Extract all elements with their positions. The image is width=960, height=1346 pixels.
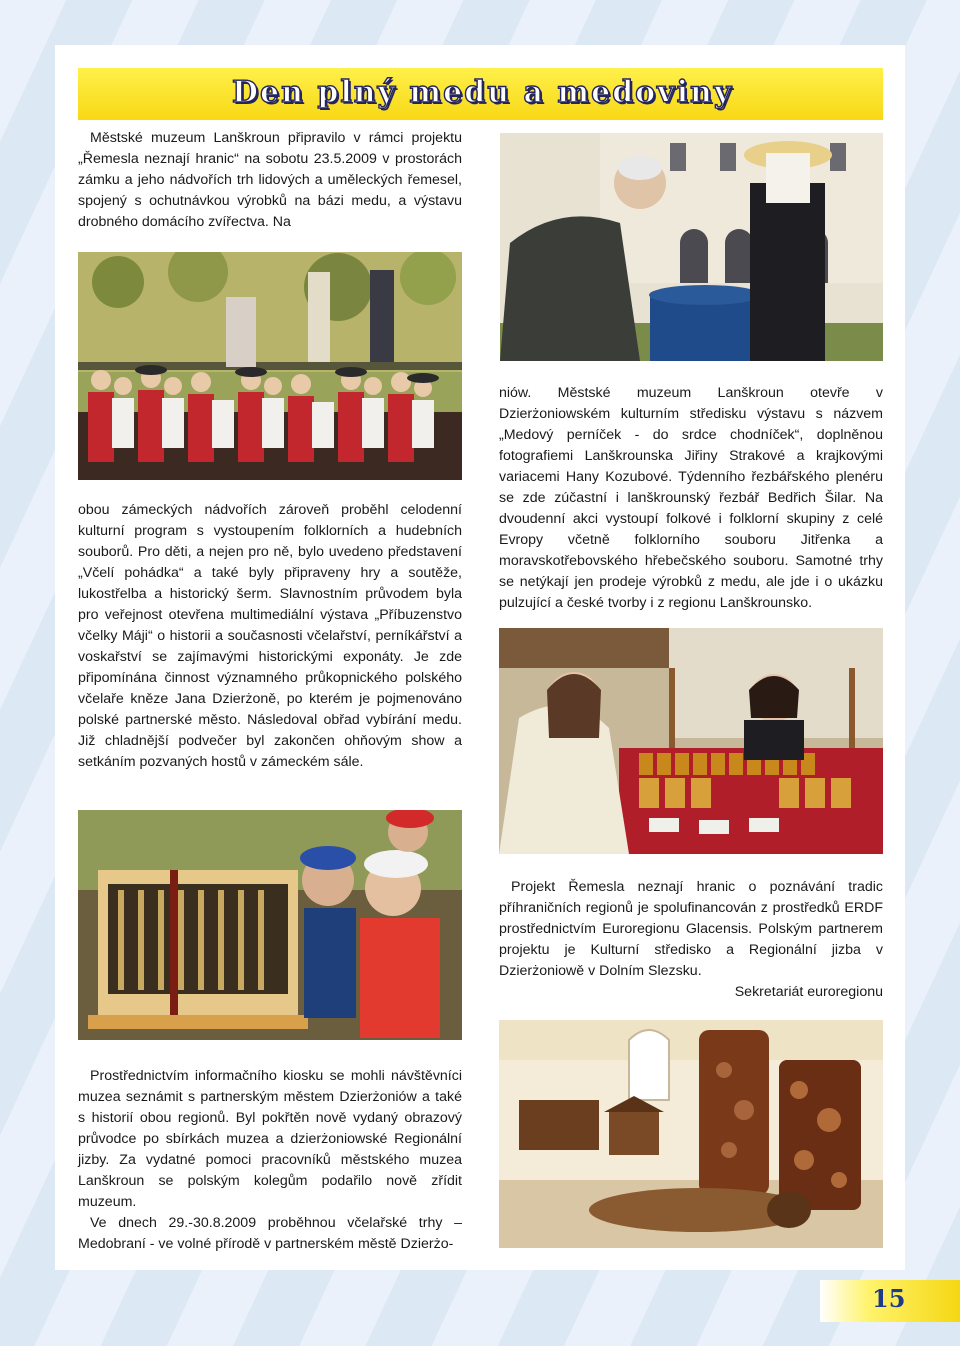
- kiosk-paragraph: Prostřednictvím informačního kiosku se mohli návštěvníci muzea seznámit s partnerským městem Dzierżoniów a také s historií obou regionů. Byl pokřtěn nově vydaný obrazový průvodce po sbírkách muzea a dzierżoniowské Regionální jizby. Za vydatné pomoci pracovníků městského muzea Lanškroun se polským kolegům podařilo nově zřídit muzeum.: [78, 1068, 462, 1210]
- project-info: [499, 877, 883, 1003]
- body-paragraph-left: obou zámeckých nádvořích zároveň proběhl celodenní kulturní program s vystoupením folklorních a hudebních souborů. Pro děti, a nejen pro ně, bylo uvedeno představení „Včelí pohádka“ a také byly připraveny hry a soutěže, lukostřelba a historický šerm. Slavnostním průvodem byla pro veřejnost otevřena multimediální výstava „Příbuzenstvo včelky Máji“ o historii a současnosti včelařství, perníkářství a voskařství se zajímavými historickými exponáty. Je zde připomínána činnost významného průkopnického polského včelaře kněze Jana Dzierżoně, po kterém je pojmenováno polské partnerské město. Následoval obřad vybírání medu. Již chladnější podvečer byl zakončen ohňovým show a setkáním pozvaných hostů v zámeckém sále.: [78, 502, 462, 770]
- article-body-left: [78, 500, 462, 773]
- body-paragraph-right: niów. Městské muzeum Lanškroun otevře v Dzierżoniowském kulturním středisku výstavu s názvem „Medový perníček - do srdce chodníček“, doplněnou fotografiemi Lanškrounska Jiřiny Strakové a krajkovými variacemi Hany Kozubové. Týdenního řezbářského plenéru se zde zúčastní i lanškrounský řezbář Bedřich Šilar. Na dvoudenní akci vystoupí folkové i folklorní skupiny z celé Evropy včetně folklorního souboru Jitřenka a moravskotřebovského hřebečského souboru. Samotné trhy se netýkají jen prodeje výrobků z medu, ale jde i o ukázku pulzující a české tvorby i z regionu Lanškrounsko.: [499, 385, 883, 611]
- intro-paragraph: Městské muzeum Lanškroun připravilo v rámci projektu „Řemesla neznají hranic“ na sobotu 23.5.2009 v prostorách zámku a jeho nádvořích trh lidových a uměleckých řemesel, spojený s ochutnávkou výrobků na bázi medu, a výstavu drobného domácího zvířectva. Na: [78, 130, 462, 230]
- photo-honey-extraction: [500, 133, 883, 361]
- signature: Sekretariát euroregionu: [734, 984, 883, 1000]
- page-title: Den plný medu a medoviny: [232, 75, 734, 110]
- photo-honey-stall: [499, 628, 883, 854]
- project-paragraph: Projekt Řemesla neznají hranic o poznávání tradic příhraničních regionů je spolufinancován z prostředků ERDF prostřednictvím Euroregionu Glacensis. Polským partnerem projektu je Kulturní středisko a Regionální jizba v Dzierżoniowě v Dolním Slezsku.: [499, 879, 883, 979]
- dates-paragraph: Ve dnech 29.-30.8.2009 proběhnou včelařské trhy – Medobraní - ve volné přírodě v partnerském městě Dzierżo-: [78, 1215, 462, 1252]
- page-number: 15: [872, 1284, 906, 1313]
- photo-folklore-ensemble: [78, 252, 462, 480]
- photo-children-beehive: [78, 810, 462, 1040]
- article-intro: [78, 128, 462, 233]
- photo-carved-beehives: [499, 1020, 883, 1248]
- article-body-right: [499, 383, 883, 614]
- article-bottom-left: [78, 1066, 462, 1255]
